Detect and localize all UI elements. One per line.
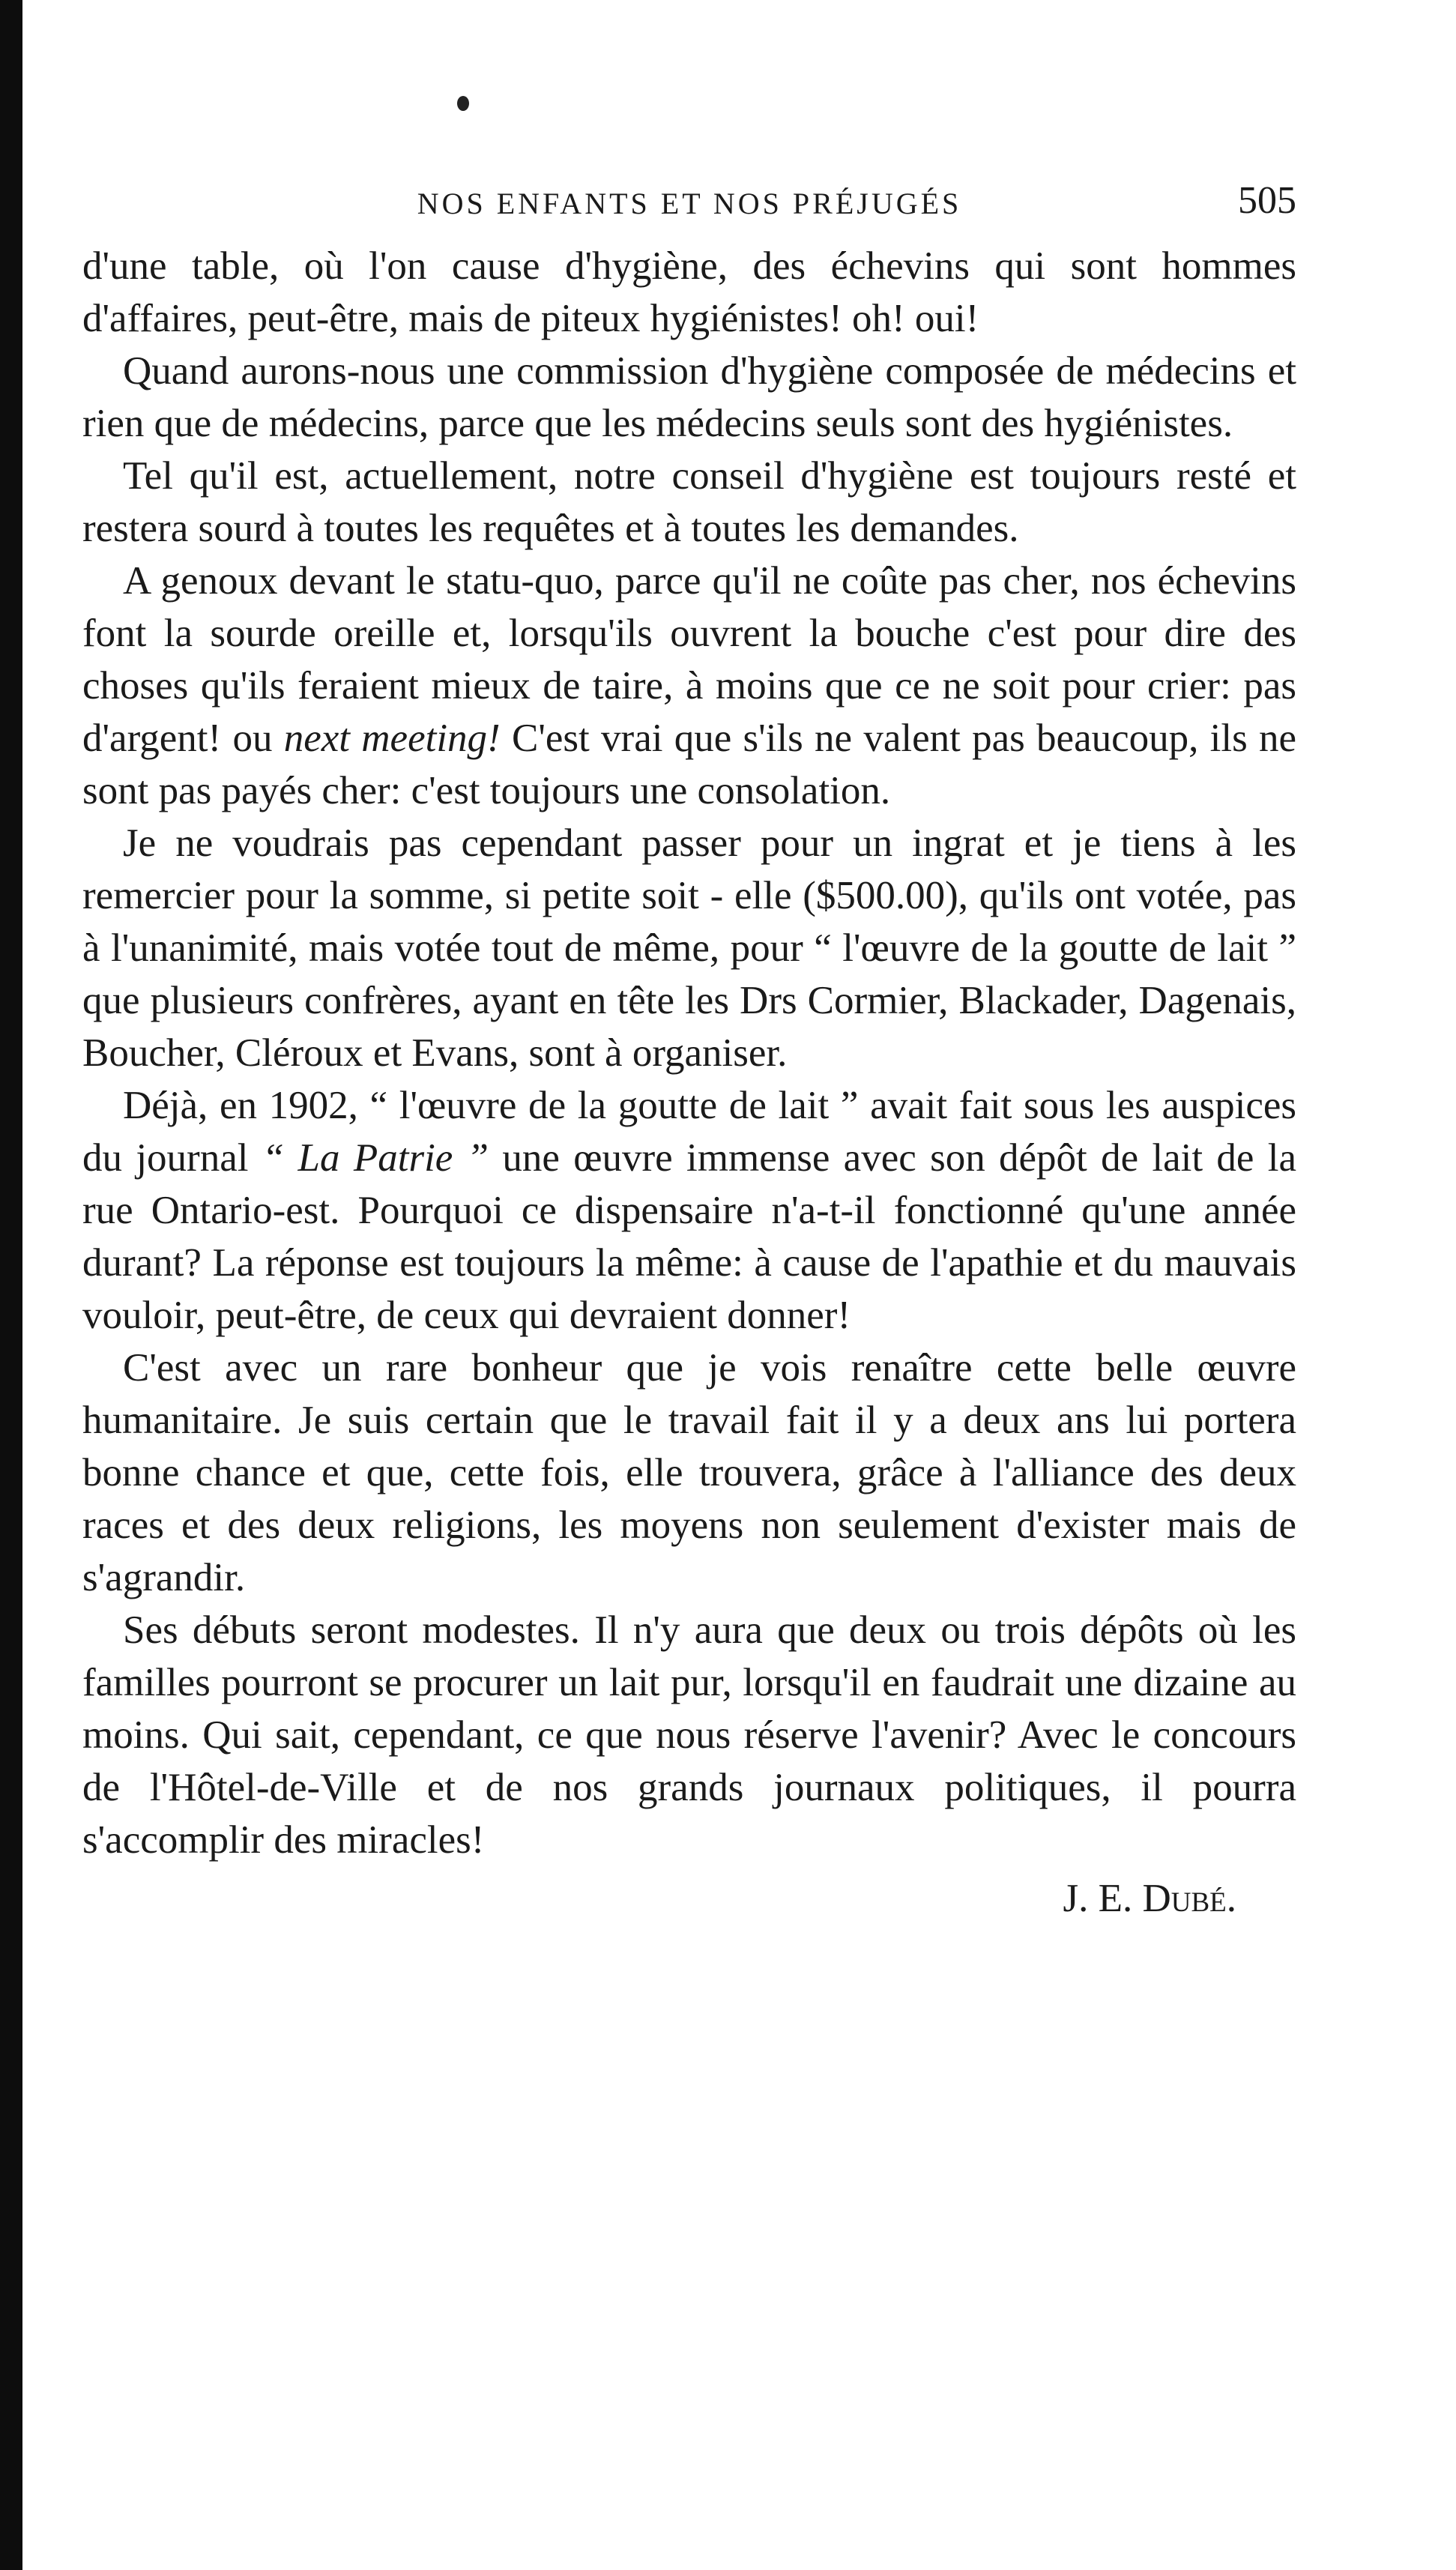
paragraph-4-rest: C'est vrai que s'ils ne valent pas beaucoup, ils ne sont pas payés cher: c'est toujours une consolation. bbox=[82, 717, 1297, 812]
running-title: NOS ENFANTS ET NOS PRÉJUGÉS bbox=[417, 187, 962, 220]
paragraph-6 bbox=[82, 1079, 1296, 1342]
paragraph-4-text: A genoux devant le statu-quo, parce qu'il ne coûte pas cher, nos échevins font la sourde oreille et, lorsqu'ils ouvrent la bouche c'est pour dire des choses qu'ils feraient mieux de taire, à moins que ce ne soit pour crier: pas d'argent! ou bbox=[82, 559, 1296, 760]
paragraph-6-rest: une œuvre immense avec son dépôt de lait de la rue Ontario-est. Pourquoi ce dispensaire n'a-t-il fonctionné qu'une année durant? La réponse est toujours la même: à cause de l'apathie et du mauvais vouloir, peut-être, de ceux qui devraient donner! bbox=[82, 1136, 1297, 1337]
author-signature: J. E. Dubé. bbox=[1063, 1877, 1236, 1920]
paragraph-1: d'une table, où l'on cause d'hygiène, des échevins qui sont hommes d'affaires, peut-être, mais de piteux hygiénistes! oh! oui! bbox=[82, 244, 1296, 340]
running-header bbox=[82, 172, 1296, 240]
paragraph-8: Ses débuts seront modestes. Il n'y aura que deux ou trois dépôts où les familles pourront se procurer un lait pur, lorsqu'il en faudrait une dizaine au moins. Qui sait, cependant, ce que nous réserve l'avenir? Avec le concours de l'Hôtel-de-Ville et de nos grands journaux politiques, il pourra s'accomplir des miracles! bbox=[82, 1608, 1296, 1862]
book-page bbox=[82, 172, 1296, 1925]
paragraph-7: C'est avec un rare bonheur que je vois renaître cette belle œuvre humanitaire. Je suis certain que le travail fait il y a deux ans lui portera bonne chance et que, cette fois, elle trouvera, grâce à l'alliance des deux races et des deux religions, les moyens non seulement d'exister mais de s'agrandir. bbox=[82, 1346, 1296, 1599]
ink-spot bbox=[457, 96, 469, 111]
paragraph-4 bbox=[82, 555, 1296, 817]
page-edge-shadow bbox=[0, 0, 22, 2570]
page-number: 505 bbox=[1238, 179, 1296, 222]
paragraph-6-italic: “ La Patrie ” bbox=[262, 1136, 489, 1180]
paragraph-5: Je ne voudrais pas cependant passer pour un ingrat et je tiens à les remercier pour la somme, si petite soit - elle ($500.00), qu'ils ont votée, pas à l'unanimité, mais votée tout de même, pour “ l'œuvre de la goutte de lait ” que plusieurs confrères, ayant en tête les Drs Cormier, Blackader, Dagenais, Boucher, Cléroux et Evans, sont à organiser. bbox=[82, 821, 1296, 1075]
body-text bbox=[82, 240, 1296, 1866]
paragraph-2: Quand aurons-nous une commission d'hygiène composée de médecins et rien que de médecins, parce que les médecins seuls sont des hygiénistes. bbox=[82, 349, 1296, 445]
paragraph-4-italic: next meeting! bbox=[283, 717, 501, 760]
paragraph-3: Tel qu'il est, actuellement, notre conseil d'hygiène est toujours resté et restera sourd à toutes les requêtes et à toutes les demandes. bbox=[82, 454, 1296, 550]
paragraph-6-text: Déjà, en 1902, “ l'œuvre de la goutte de lait ” avait fait sous les auspices du journal bbox=[82, 1084, 1296, 1180]
